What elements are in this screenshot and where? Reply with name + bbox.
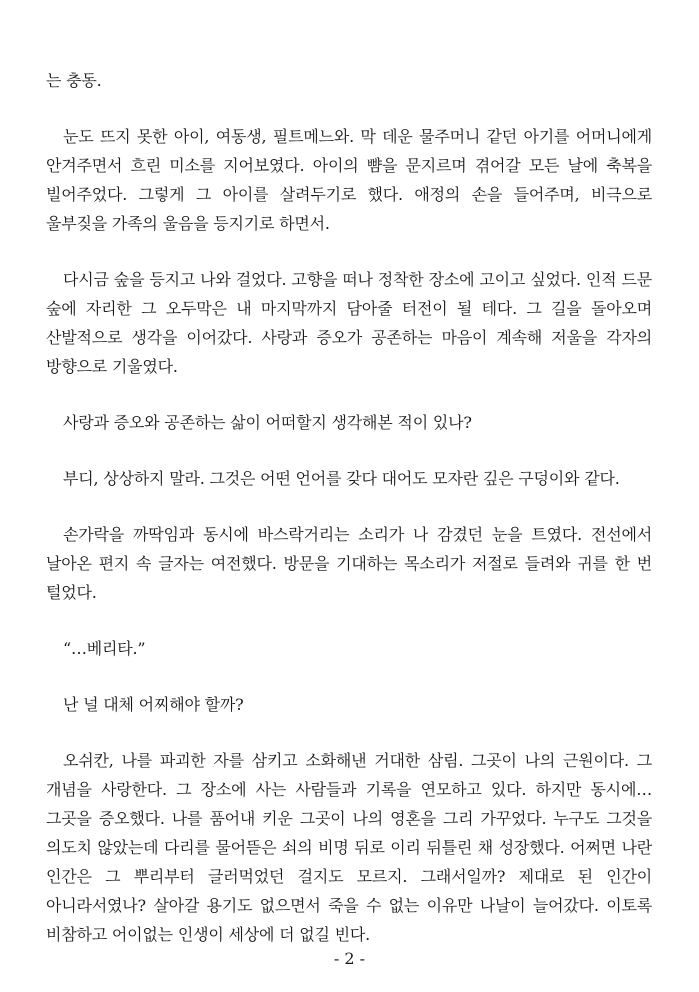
paragraph: 사랑과 증오와 공존하는 삶이 어떠할지 생각해본 적이 있나? [63,413,472,432]
page-number: - 2 - [333,949,366,968]
paragraph: 다시금 숲을 등지고 나와 걸었다. 고향을 떠나 정착한 장소에 고이고 싶었다. 인적 드문 숲에 자리한 그 오두막은 내 마지막까지 담아줄 터전이 될 테다. 그 길을 돌아오며 산발적으로 생각을 이어갔다. 사랑과 증오가 공존하는 마음이 계속해 저울을 각자의 방향으로 기울였다. [46,270,652,376]
paragraph: 눈도 뜨지 못한 아이, 여동생, 필트메느와. 막 데운 물주머니 같던 아기를 어머니에게 안겨주면서 흐린 미소를 지어보였다. 아이의 뺨을 문지르며 겪어갈 모든 날에 축복을 빌어주었다. 그렇게 그 아이를 살려두기로 했다. 애정의 손을 들어주며, 비극으로 울부짖을 가족의 울음을 등지기로 하면서. [46,127,652,233]
dialogue-line: “…베리타.” [63,639,146,658]
document-body [46,66,652,949]
paragraph: 오쉬칸, 나를 파괴한 자를 삼키고 소화해낸 거대한 삼림. 그곳이 나의 근원이다. 그 개념을 사랑한다. 그 장소에 사는 사람들과 기록을 연모하고 있다. 하지만 동시에… 그곳을 증오했다. 나를 품어내 키운 그곳이 나의 영혼을 그리 가꾸었다. 누구도 그것을 의도치 않았는데 다리를 물어뜯은 쇠의 비명 뒤로 이리 뒤틀린 채 성장했다. 어쩌면 나란 인간은 그 뿌리부터 글러먹었던 걸지도 모르지. 그래서일까? 제대로 된 인간이 아니라서였나? 살아갈 용기도 없으면서 죽을 수 없는 이유만 나날이 늘어갔다. 이토록 비참하고 어이없는 인생이 세상에 더 없길 빈다. [46,751,652,944]
paragraph: 손가락을 까딱임과 동시에 바스락거리는 소리가 나 감겼던 눈을 트였다. 전선에서 날아온 편지 속 글자는 여전했다. 방문을 기대하는 목소리가 저절로 들려와 귀를 한 번 털었다. [46,525,652,602]
paragraph: 난 널 대체 어찌해야 할까? [63,695,244,714]
paragraph: 부디, 상상하지 말라. 그것은 어떤 언어를 갖다 대어도 모자란 깊은 구덩이와 같다. [63,469,620,488]
paragraph-continuation: 는 충동. [46,71,102,90]
